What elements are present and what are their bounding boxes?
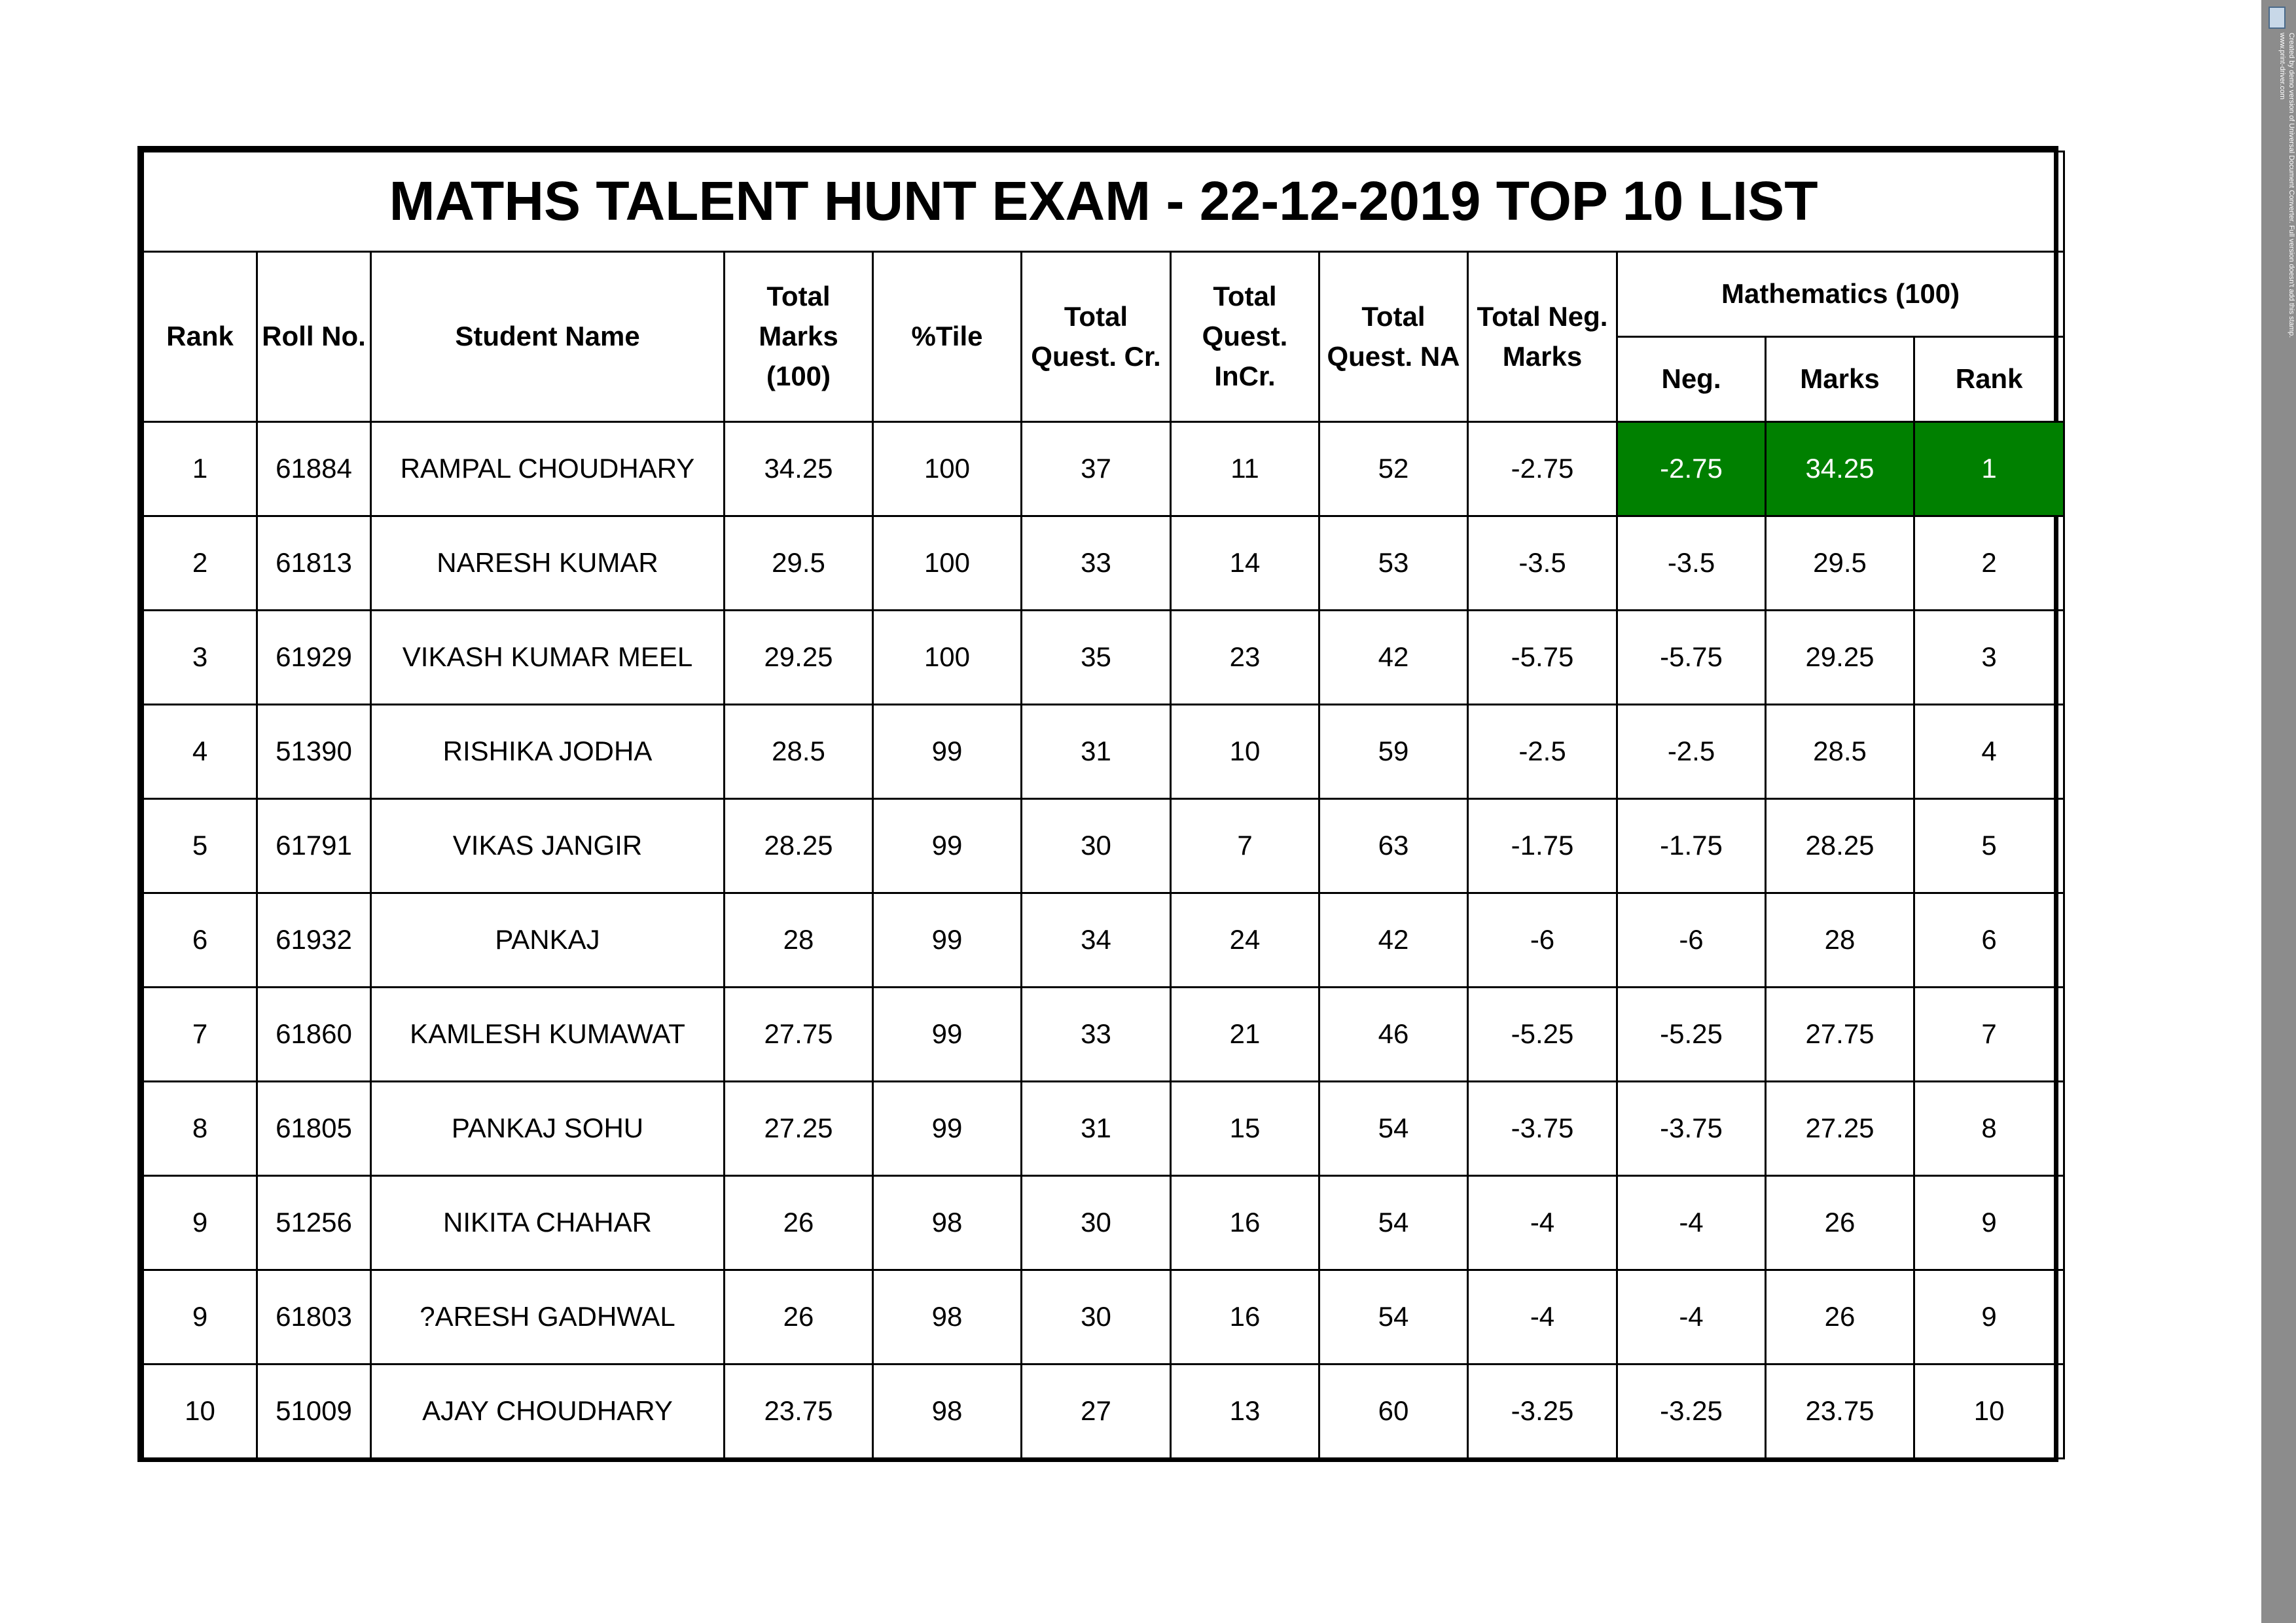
page-title: MATHS TALENT HUNT EXAM - 22-12-2019 TOP 10 LIST: [143, 152, 2064, 252]
cell-total-correct: 37: [1022, 422, 1171, 516]
cell-percentile: 100: [873, 422, 1022, 516]
cell-total-not-attempted: 53: [1319, 516, 1468, 611]
cell-math-marks: 34.25: [1766, 422, 1914, 516]
cell-total-correct: 30: [1022, 1270, 1171, 1364]
cell-math-marks: 29.5: [1766, 516, 1914, 611]
cell-total-not-attempted: 54: [1319, 1082, 1468, 1176]
cell-total-neg-marks: -4: [1468, 1176, 1617, 1270]
cell-math-neg: -1.75: [1617, 799, 1766, 893]
header-total-incorrect-line3: InCr.: [1214, 360, 1276, 391]
cell-total-not-attempted: 60: [1319, 1364, 1468, 1459]
cell-rank: 8: [143, 1082, 257, 1176]
cell-total-neg-marks: -1.75: [1468, 799, 1617, 893]
cell-math-neg: -5.25: [1617, 988, 1766, 1082]
cell-total-incorrect: 21: [1171, 988, 1319, 1082]
cell-math-neg: -3.75: [1617, 1082, 1766, 1176]
cell-total-neg-marks: -3.75: [1468, 1082, 1617, 1176]
header-total-incorrect-line1: Total: [1213, 281, 1277, 312]
cell-total-marks: 23.75: [725, 1364, 873, 1459]
table-row: [143, 1270, 2064, 1364]
cell-total-neg-marks: -2.75: [1468, 422, 1617, 516]
cell-total-not-attempted: 42: [1319, 893, 1468, 988]
table-row: [143, 1082, 2064, 1176]
cell-total-correct: 34: [1022, 893, 1171, 988]
cell-total-not-attempted: 63: [1319, 799, 1468, 893]
cell-percentile: 98: [873, 1270, 1022, 1364]
cell-total-neg-marks: -6: [1468, 893, 1617, 988]
cell-math-marks: 27.75: [1766, 988, 1914, 1082]
cell-student-name: AJAY CHOUDHARY: [371, 1364, 725, 1459]
cell-percentile: 99: [873, 988, 1022, 1082]
cell-total-neg-marks: -3.25: [1468, 1364, 1617, 1459]
table-row: [143, 893, 2064, 988]
cell-math-marks: 28: [1766, 893, 1914, 988]
table-row: [143, 705, 2064, 799]
cell-percentile: 99: [873, 1082, 1022, 1176]
converter-logo-icon: [2269, 7, 2286, 29]
cell-total-not-attempted: 52: [1319, 422, 1468, 516]
cell-total-marks: 34.25: [725, 422, 873, 516]
cell-math-rank: 9: [1914, 1176, 2064, 1270]
header-total-correct: [1022, 252, 1171, 422]
table-row: [143, 799, 2064, 893]
header-total-correct-line2: Quest. Cr.: [1031, 340, 1161, 372]
cell-student-name: NARESH KUMAR: [371, 516, 725, 611]
header-total-na-line1: Total: [1361, 300, 1426, 332]
cell-math-neg: -3.5: [1617, 516, 1766, 611]
cell-roll-no: 61791: [257, 799, 371, 893]
cell-total-neg-marks: -2.5: [1468, 705, 1617, 799]
cell-math-rank: 2: [1914, 516, 2064, 611]
header-total-na-line2: Quest. NA: [1327, 340, 1460, 372]
cell-roll-no: 61884: [257, 422, 371, 516]
table-row: [143, 611, 2064, 705]
cell-percentile: 98: [873, 1364, 1022, 1459]
cell-total-incorrect: 13: [1171, 1364, 1319, 1459]
cell-percentile: 99: [873, 705, 1022, 799]
header-total-incorrect-line2: Quest.: [1202, 321, 1288, 352]
cell-roll-no: 51009: [257, 1364, 371, 1459]
cell-rank: 4: [143, 705, 257, 799]
header-total-incorrect: [1171, 252, 1319, 422]
cell-math-rank: 1: [1914, 422, 2064, 516]
cell-percentile: 100: [873, 516, 1022, 611]
cell-total-marks: 26: [725, 1176, 873, 1270]
cell-total-incorrect: 15: [1171, 1082, 1319, 1176]
cell-total-incorrect: 11: [1171, 422, 1319, 516]
cell-rank: 9: [143, 1176, 257, 1270]
results-table: [142, 151, 2065, 1459]
cell-rank: 5: [143, 799, 257, 893]
cell-math-neg: -3.25: [1617, 1364, 1766, 1459]
table-row: [143, 1176, 2064, 1270]
cell-total-marks: 29.5: [725, 516, 873, 611]
cell-total-correct: 33: [1022, 988, 1171, 1082]
cell-total-incorrect: 7: [1171, 799, 1319, 893]
cell-total-not-attempted: 59: [1319, 705, 1468, 799]
cell-math-rank: 9: [1914, 1270, 2064, 1364]
header-math-marks: Marks: [1766, 337, 1914, 422]
cell-rank: 2: [143, 516, 257, 611]
cell-total-neg-marks: -4: [1468, 1270, 1617, 1364]
header-total-correct-line1: Total: [1064, 300, 1128, 332]
watermark-line2: www.print-driver.com: [2278, 33, 2286, 100]
cell-math-rank: 8: [1914, 1082, 2064, 1176]
cell-percentile: 98: [873, 1176, 1022, 1270]
cell-math-marks: 27.25: [1766, 1082, 1914, 1176]
cell-math-marks: 26: [1766, 1176, 1914, 1270]
cell-math-neg: -6: [1617, 893, 1766, 988]
header-total-marks-line3: (100): [766, 360, 831, 391]
cell-total-marks: 27.25: [725, 1082, 873, 1176]
cell-math-neg: -2.75: [1617, 422, 1766, 516]
cell-rank: 7: [143, 988, 257, 1082]
cell-total-marks: 28: [725, 893, 873, 988]
cell-total-correct: 27: [1022, 1364, 1171, 1459]
watermark-line1: Created by demo version of Universal Document Converter. Full version doesn't add this stamp.: [2287, 33, 2295, 338]
cell-math-neg: -4: [1617, 1270, 1766, 1364]
header-roll-no: Roll No.: [257, 252, 371, 422]
header-student-name: Student Name: [371, 252, 725, 422]
results-sheet: [137, 146, 2058, 1462]
cell-total-correct: 30: [1022, 799, 1171, 893]
cell-total-incorrect: 16: [1171, 1176, 1319, 1270]
cell-total-not-attempted: 42: [1319, 611, 1468, 705]
cell-math-rank: 6: [1914, 893, 2064, 988]
cell-total-marks: 27.75: [725, 988, 873, 1082]
cell-total-incorrect: 24: [1171, 893, 1319, 988]
cell-rank: 9: [143, 1270, 257, 1364]
cell-math-marks: 28.25: [1766, 799, 1914, 893]
cell-total-not-attempted: 54: [1319, 1176, 1468, 1270]
header-math-neg: Neg.: [1617, 337, 1766, 422]
cell-total-marks: 28.5: [725, 705, 873, 799]
cell-rank: 3: [143, 611, 257, 705]
cell-math-marks: 29.25: [1766, 611, 1914, 705]
cell-student-name: KAMLESH KUMAWAT: [371, 988, 725, 1082]
cell-rank: 1: [143, 422, 257, 516]
header-total-not-attempted: [1319, 252, 1468, 422]
header-mathematics-group: Mathematics (100): [1617, 252, 2064, 337]
cell-roll-no: 61929: [257, 611, 371, 705]
header-math-rank: Rank: [1914, 337, 2064, 422]
cell-math-marks: 28.5: [1766, 705, 1914, 799]
header-total-marks-line2: Marks: [759, 321, 838, 352]
cell-roll-no: 61813: [257, 516, 371, 611]
cell-student-name: RISHIKA JODHA: [371, 705, 725, 799]
cell-roll-no: 51390: [257, 705, 371, 799]
cell-total-incorrect: 10: [1171, 705, 1319, 799]
cell-math-neg: -2.5: [1617, 705, 1766, 799]
cell-roll-no: 61932: [257, 893, 371, 988]
table-row: [143, 1364, 2064, 1459]
cell-total-correct: 31: [1022, 705, 1171, 799]
cell-total-correct: 33: [1022, 516, 1171, 611]
cell-total-incorrect: 14: [1171, 516, 1319, 611]
table-row: [143, 516, 2064, 611]
cell-student-name: VIKAS JANGIR: [371, 799, 725, 893]
cell-total-neg-marks: -5.75: [1468, 611, 1617, 705]
table-row: [143, 988, 2064, 1082]
cell-student-name: ?ARESH GADHWAL: [371, 1270, 725, 1364]
header-total-neg-marks: [1468, 252, 1617, 422]
cell-total-neg-marks: -3.5: [1468, 516, 1617, 611]
cell-student-name: RAMPAL CHOUDHARY: [371, 422, 725, 516]
cell-total-correct: 31: [1022, 1082, 1171, 1176]
cell-math-rank: 5: [1914, 799, 2064, 893]
cell-math-rank: 4: [1914, 705, 2064, 799]
cell-student-name: PANKAJ SOHU: [371, 1082, 725, 1176]
header-rank: Rank: [143, 252, 257, 422]
cell-math-marks: 26: [1766, 1270, 1914, 1364]
cell-total-marks: 28.25: [725, 799, 873, 893]
cell-total-correct: 30: [1022, 1176, 1171, 1270]
header-total-marks-line1: Total: [766, 281, 831, 312]
cell-total-marks: 29.25: [725, 611, 873, 705]
cell-student-name: PANKAJ: [371, 893, 725, 988]
cell-student-name: VIKASH KUMAR MEEL: [371, 611, 725, 705]
cell-roll-no: 61803: [257, 1270, 371, 1364]
header-neg-marks-line1: Total Neg.: [1477, 300, 1608, 332]
header-total-marks: [725, 252, 873, 422]
cell-roll-no: 61805: [257, 1082, 371, 1176]
cell-total-marks: 26: [725, 1270, 873, 1364]
cell-math-neg: -4: [1617, 1176, 1766, 1270]
cell-roll-no: 51256: [257, 1176, 371, 1270]
cell-total-not-attempted: 46: [1319, 988, 1468, 1082]
cell-percentile: 99: [873, 799, 1022, 893]
cell-total-incorrect: 23: [1171, 611, 1319, 705]
cell-total-correct: 35: [1022, 611, 1171, 705]
cell-rank: 6: [143, 893, 257, 988]
table-row: [143, 422, 2064, 516]
cell-math-neg: -5.75: [1617, 611, 1766, 705]
cell-math-rank: 10: [1914, 1364, 2064, 1459]
cell-math-marks: 23.75: [1766, 1364, 1914, 1459]
watermark-text: [2276, 33, 2296, 438]
cell-rank: 10: [143, 1364, 257, 1459]
cell-math-rank: 7: [1914, 988, 2064, 1082]
cell-total-incorrect: 16: [1171, 1270, 1319, 1364]
cell-student-name: NIKITA CHAHAR: [371, 1176, 725, 1270]
cell-math-rank: 3: [1914, 611, 2064, 705]
cell-roll-no: 61860: [257, 988, 371, 1082]
cell-total-not-attempted: 54: [1319, 1270, 1468, 1364]
cell-percentile: 100: [873, 611, 1022, 705]
header-percentile: %Tile: [873, 252, 1022, 422]
header-neg-marks-line2: Marks: [1502, 340, 1583, 372]
cell-total-neg-marks: -5.25: [1468, 988, 1617, 1082]
cell-percentile: 99: [873, 893, 1022, 988]
